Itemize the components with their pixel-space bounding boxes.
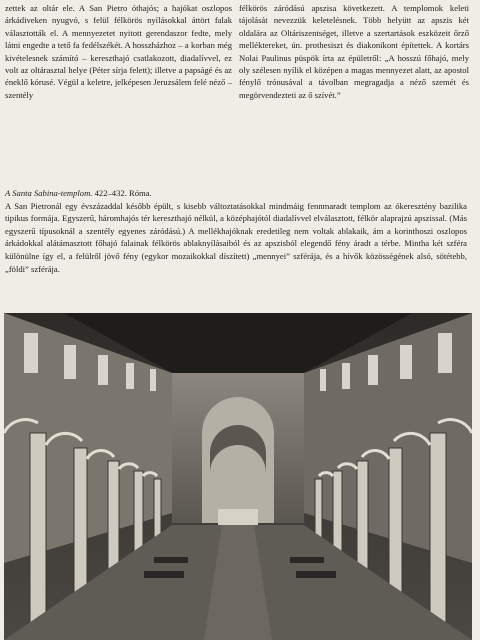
- caption-dates: 422–432. Róma.: [94, 188, 152, 198]
- figure-caption: [5, 187, 467, 275]
- caption-body: A San Pietronál egy évszázaddal később épült, s kisebb változtatásokkal mindmáig fennmaradt templom az ókeresztény bazilika tipikus formája. Egyszerű, háromhajós tér kereszthajó nélkül, a középhajótól diadalívvel elválasztott, félkör alaprajzú apszissal. (Más egyszerű típusoknál a szentély egyenes záródású.) A mellékhajóknak eredetileg nem voltak ablakaik, ám a korinthoszi oszlopos árkádokkal alátámasztott főhajó falainak félkörös ablaknyílásaiból és az apszisból elegendő fény áradt a térbe. Mintha két szféra különülne így el, a felülről jövő fény (egykor mozaikokkal díszített) „mennyei” szférája, és a hívők közösségének alsó, sötétebb, „földi” szférája.: [5, 200, 467, 274]
- basilica-interior-photo: [4, 313, 472, 640]
- left-paragraph: zettek az oltár ele. A San Pietro óthajós; a hajókat oszlopos árkádiveken nyugvó, s felül félkörös nyílásokkal áttört falak választották el. A mennyezetet nyitott gerendaszor fedte, mely látni engedte a tető fa fedélszékét. A hosszházhoz – a korban még kivételesnek számító – kereszthajó csatlakozott, diadalívvel, ez volt az oltárasztal helye (Péter sírja felett); illetve a papságé és az éneklő kórusé. Végül a keletre, jelképesen Jeruzsálem felé néző – szentély: [5, 3, 232, 100]
- right-text-column: [239, 2, 469, 101]
- caption-title: A Santa Sabina-templom.: [5, 188, 93, 198]
- left-text-column: [5, 2, 232, 101]
- basilica-interior-icon: [4, 313, 472, 640]
- right-paragraph: félkörös záródású apszisa következett. A templomok keleti tájolását nevezzük keletelésnek. Több helyütt az apszis két oldalára az Oltáriszentséget, illetve a szertartások eszközeit őrző melléktereket, ún. prothesiszt és diakonikont építettek. A kortárs Nolai Paulinus püspök írta az épületről: „A hosszú főhajó, mely oly szélesen nyílik el középen a magas mennyezet alatt, az apostol fénylő trónusával a távolban megragadja a néző szemét és megörvendezteti az ő szívét.”: [239, 3, 469, 100]
